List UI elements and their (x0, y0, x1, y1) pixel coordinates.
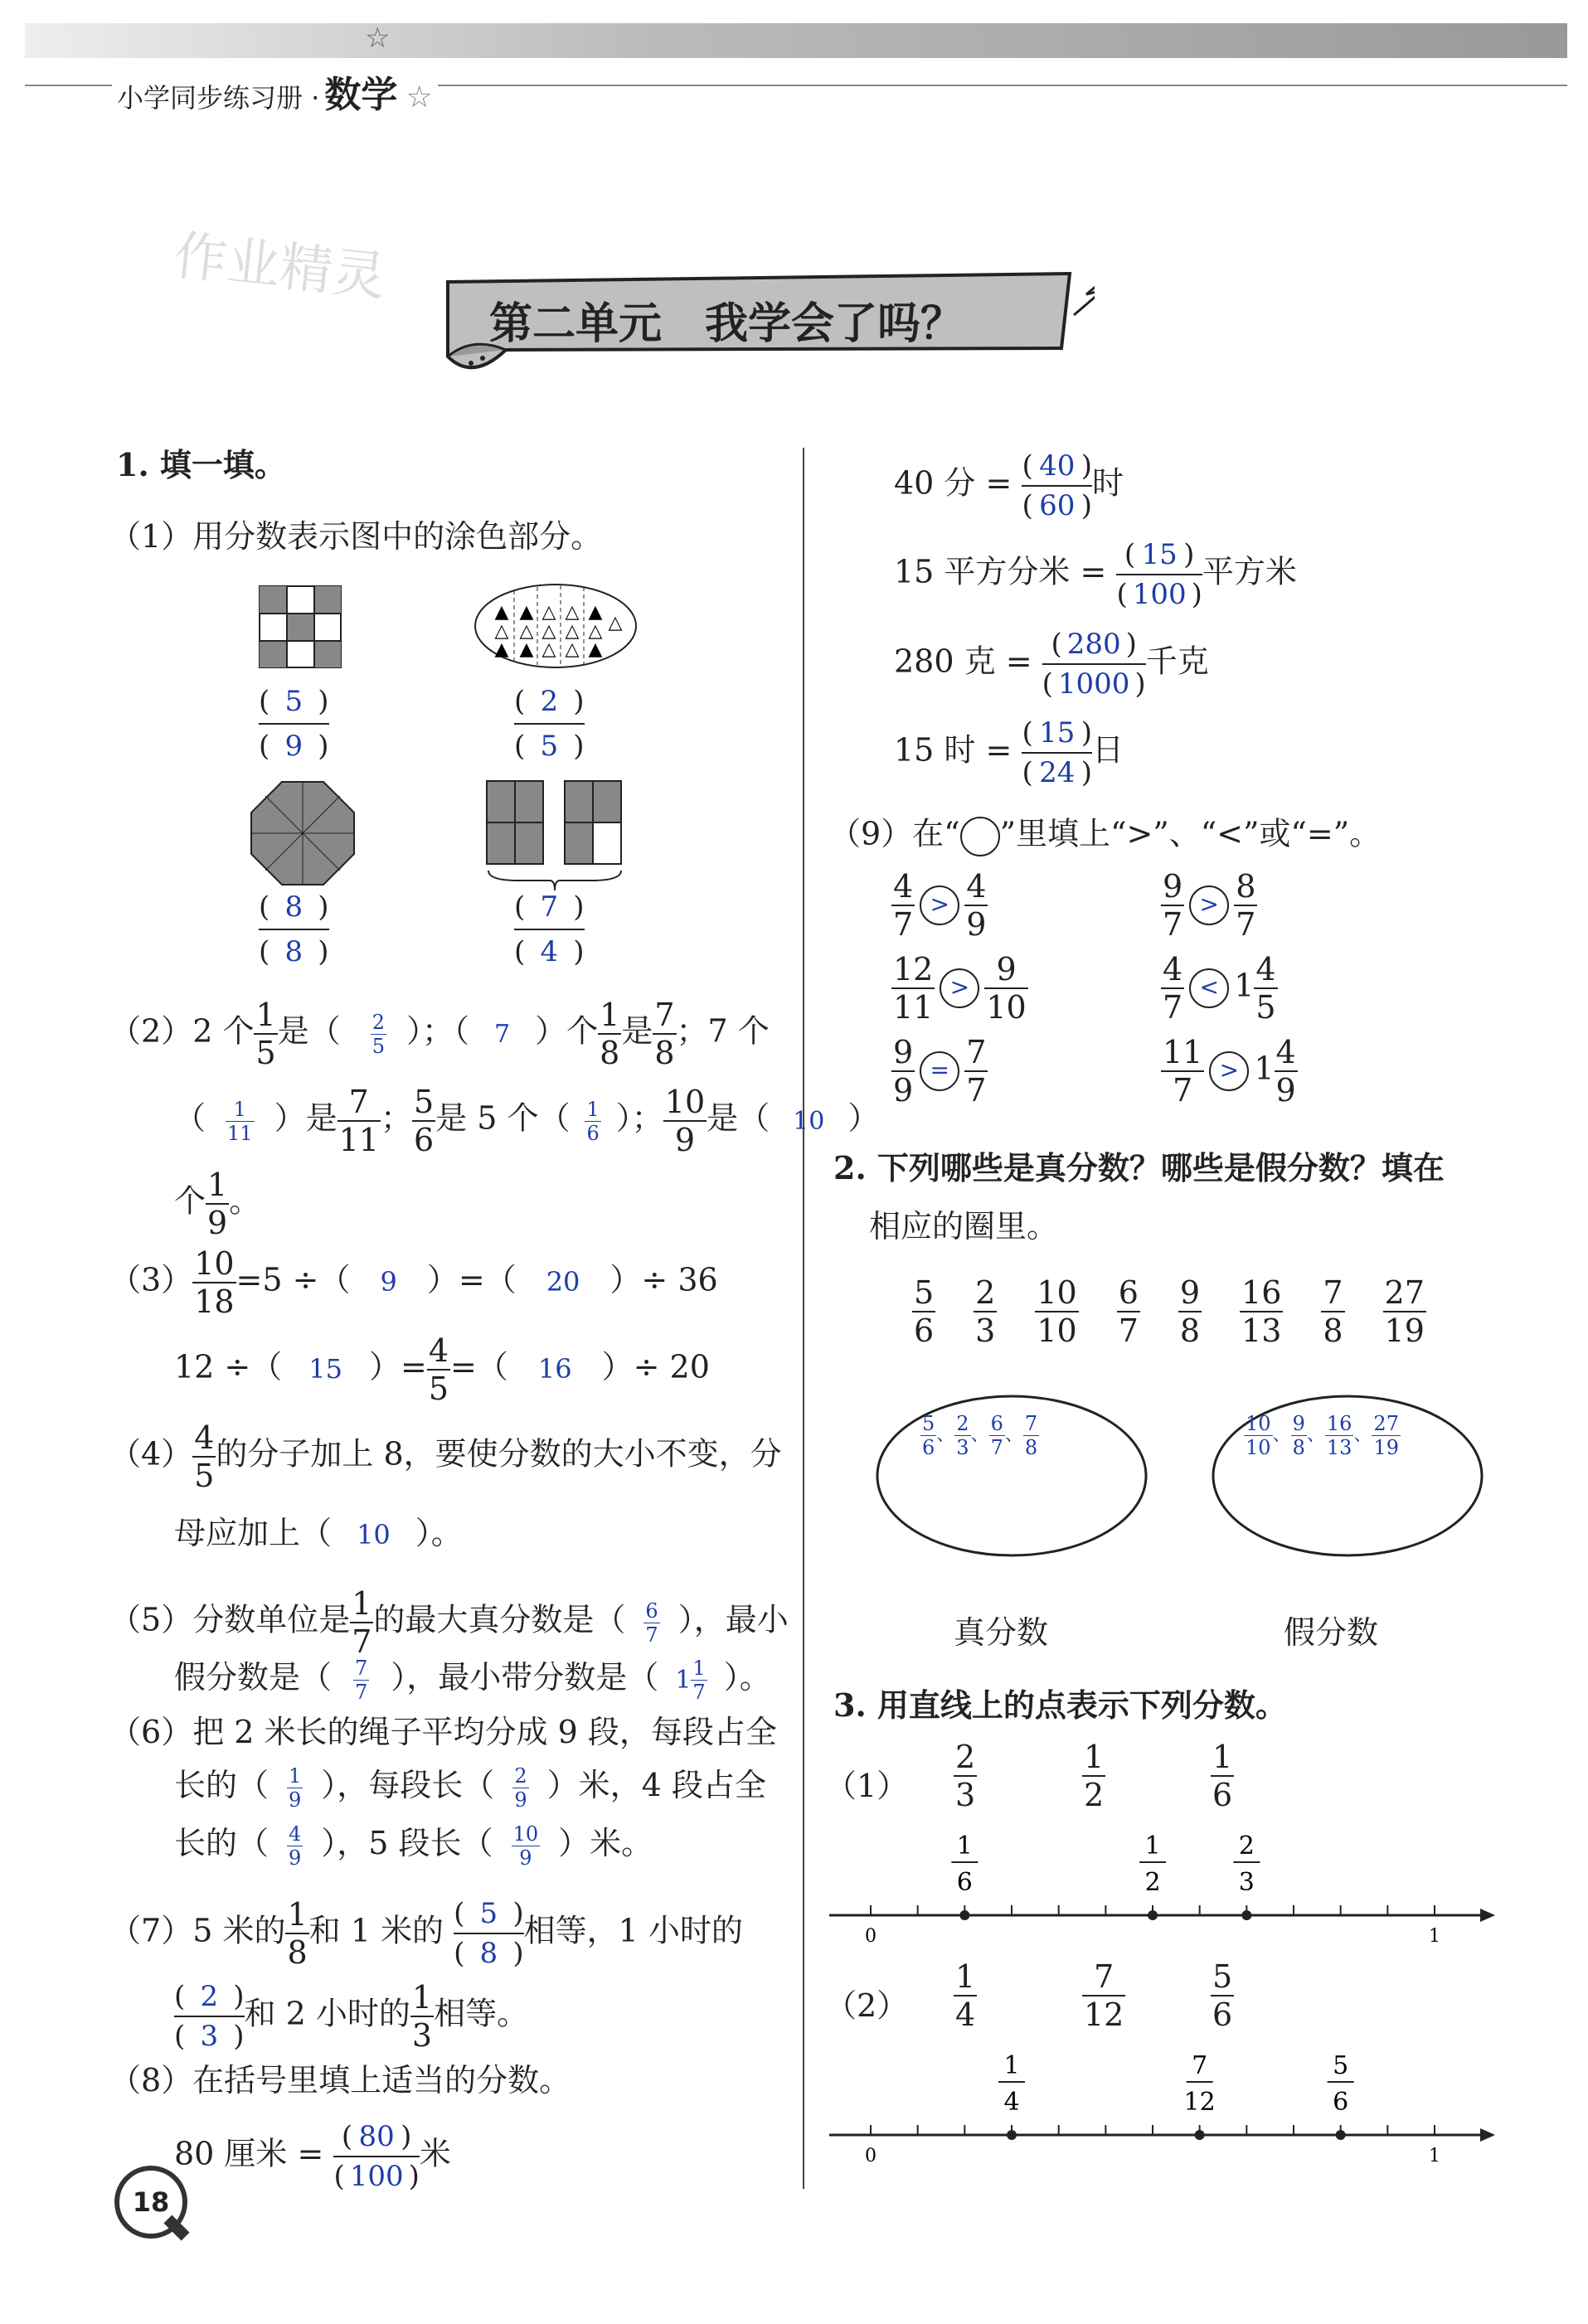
q2-fraction: $\frac{10}{10}$ (1037, 1274, 1077, 1349)
given-fraction: $\frac{1}{6}$ (1212, 1739, 1233, 1813)
p8-item-3: 15 平方分米 = ( 15 ) ( 100 ) 平方米 (894, 538, 1297, 611)
compare-answer: = (920, 1051, 959, 1091)
q3-number-lines (825, 1739, 1505, 2189)
svg-text:▲: ▲ (494, 639, 509, 660)
q1-p6-line3: 长的（ $\frac{4}{9}$ ），5 段长（ $\frac{10}{9}$ ）米。 (174, 1822, 653, 1870)
sorted-fraction: $\frac{7}{8}$ (1024, 1412, 1038, 1459)
sorted-fraction: $\frac{10}{10}$ (1246, 1412, 1271, 1459)
point-numerator: 1 (1003, 2051, 1020, 2080)
header-bar (25, 23, 1567, 58)
sorted-fraction: $\frac{9}{8}$ (1292, 1412, 1305, 1459)
compare-answer: > (1209, 1051, 1249, 1091)
sorted-fraction: $\frac{27}{19}$ (1373, 1412, 1399, 1459)
p1-answer-1: ( 5 ) ( 9 ) (259, 685, 329, 763)
p1-answer-4: ( 7 ) ( 4 ) (514, 890, 585, 968)
point-marker (1241, 1910, 1251, 1920)
answer-numerator: 8 (284, 890, 304, 924)
q1-p2-line2: （ $\frac{1}{11}$ ）是 $\frac{7}{11}$ ； $\frac{5}{6}$ 是 5 个（ $\frac{1}{6}$ ）； $\frac{10}{9}$ 是（ 10 ） (174, 1084, 880, 1158)
arrow-icon (1480, 2128, 1495, 2142)
zero-label: 0 (865, 1926, 877, 1947)
compare-circle-icon (960, 817, 1000, 856)
separator: 、 (936, 1424, 955, 1446)
compare-item (891, 868, 988, 943)
magnifier-handle (163, 2215, 189, 2240)
svg-text:▲: ▲ (588, 639, 603, 660)
one-label: 1 (1429, 2146, 1440, 2166)
right-fraction: $\frac{8}{7}$ (1236, 868, 1256, 943)
sorted-fraction: $\frac{16}{13}$ (1326, 1412, 1352, 1459)
q1-p2-line3: 个 $\frac{1}{9}$ 。 (174, 1167, 261, 1241)
p8-item-4: 280 克 = ( 280 ) ( 1000 ) 千克 (894, 628, 1209, 701)
p1-answer-2: ( 2 ) ( 5 ) (514, 685, 585, 763)
svg-text:△: △ (541, 602, 556, 623)
answer-numerator: 5 (284, 685, 304, 718)
number-line (825, 1969, 1505, 2189)
left-fraction: $\frac{9}{9}$ (893, 1034, 914, 1109)
arrow-icon (1480, 1909, 1495, 1922)
page-number: 18 (132, 2186, 170, 2218)
left-fraction: $\frac{11}{7}$ (1163, 1034, 1203, 1109)
given-fraction: $\frac{1}{2}$ (1084, 1739, 1105, 1813)
q3-title: 3. 用直线上的点表示下列分数。 (833, 1686, 1287, 1724)
number-line-label: （1） (825, 1768, 909, 1804)
answer-denominator: 9 (284, 730, 304, 763)
point-marker (1195, 2130, 1205, 2140)
compare-item (891, 1034, 988, 1109)
point-numerator: 5 (1333, 2051, 1349, 2080)
svg-text:△: △ (565, 621, 580, 642)
q1-p6-line2: 长的（ $\frac{1}{9}$ ），每段长（ $\frac{2}{9}$ ）米，4 段占全 (174, 1764, 766, 1812)
answer-denominator: 4 (540, 935, 559, 968)
given-fraction: $\frac{7}{12}$ (1084, 1958, 1124, 2033)
q2-fraction: $\frac{7}{8}$ (1323, 1274, 1343, 1349)
point-denominator: 6 (956, 1868, 973, 1897)
sorted-fraction: $\frac{2}{3}$ (956, 1412, 969, 1459)
right-fraction: $\frac{4}{9}$ (966, 868, 987, 943)
svg-text:△: △ (541, 621, 556, 642)
q1-p8-label: （8）在括号里填上适当的分数。 (109, 2062, 571, 2098)
answer-numerator: 7 (540, 890, 559, 924)
q1-title: 1. 填一填。 (116, 446, 286, 483)
number-line (825, 1749, 1505, 1969)
svg-text:▲: ▲ (588, 602, 603, 623)
ellipse-figure (473, 580, 639, 672)
q2-fraction: $\frac{9}{8}$ (1179, 1274, 1201, 1349)
whole-part: 1 (1254, 1050, 1275, 1087)
svg-text:▲: ▲ (519, 602, 534, 623)
separator: 、 (1306, 1424, 1325, 1446)
point-marker (1336, 2130, 1346, 2140)
sorted-fraction: $\frac{5}{6}$ (922, 1412, 935, 1459)
p1-answer-3: ( 8 ) ( 8 ) (259, 890, 329, 968)
svg-text:△: △ (565, 602, 580, 623)
one-label: 1 (1429, 1926, 1440, 1947)
svg-text:△: △ (565, 639, 580, 660)
p8-item-5: 15 时 = ( 15 ) ( 24 ) 日 (894, 716, 1124, 789)
p8-item-1: 80 厘米 = ( 80 ) ( 100 ) 米 (174, 2120, 451, 2193)
q2-fraction-list (912, 1274, 1426, 1349)
compare-item (1161, 1034, 1298, 1109)
q1-p3-line2: 12 ÷（ 15 ）= $\frac{4}{5}$ =（ 16 ）÷ 20 (174, 1332, 710, 1407)
point-marker (959, 1910, 969, 1920)
point-denominator: 12 (1183, 2088, 1216, 2117)
point-denominator: 6 (1333, 2088, 1349, 2117)
answer-denominator: 8 (284, 935, 304, 968)
svg-text:▲: ▲ (494, 602, 509, 623)
point-numerator: 7 (1192, 2051, 1208, 2080)
q2-fraction: $\frac{5}{6}$ (914, 1274, 935, 1349)
answer-denominator: 5 (540, 730, 559, 763)
q2-fraction: $\frac{27}{19}$ (1384, 1274, 1425, 1349)
star-icon: ☆ (365, 22, 391, 55)
separator: 、 (970, 1424, 989, 1446)
q1-p2-line1: （2）2 个 $\frac{1}{5}$ 是（ $\frac{2}{5}$ ）；（ 7 ）个 $\frac{1}{8}$ 是 $\frac{7}{8}$ ；7 个 (109, 997, 770, 1071)
svg-text:△: △ (608, 613, 623, 633)
point-numerator: 1 (956, 1832, 973, 1861)
point-marker (1148, 1910, 1158, 1920)
compare-answer: > (1189, 885, 1229, 925)
answer-numerator: 2 (540, 685, 559, 718)
q2-fraction: $\frac{2}{3}$ (975, 1274, 996, 1349)
compare-item (1161, 868, 1257, 943)
separator: 、 (1353, 1424, 1372, 1446)
left-fraction: $\frac{4}{7}$ (893, 868, 914, 943)
improper-label: 假分数 (1284, 1614, 1379, 1651)
q1-p7-line2: ( 2 ) ( 3 ) 和 2 小时的 $\frac{1}{3}$ 相等。 (174, 1979, 529, 2054)
zero-label: 0 (865, 2146, 877, 2166)
right-fraction: $\frac{7}{7}$ (966, 1034, 987, 1109)
number-line-label: （2） (825, 1987, 909, 2024)
compare-item (1161, 951, 1278, 1026)
compare-answer: < (1189, 968, 1229, 1008)
right-fraction: $\frac{4}{9}$ (1275, 1034, 1296, 1109)
star-icon: ☆ (405, 80, 433, 114)
left-fraction: $\frac{12}{11}$ (893, 951, 934, 1026)
q2-fraction: $\frac{6}{7}$ (1118, 1274, 1139, 1349)
q1-p1-label: （1）用分数表示图中的涂色部分。 (109, 518, 603, 555)
q2-fraction: $\frac{16}{13}$ (1241, 1274, 1282, 1349)
compare-answer: > (940, 968, 979, 1008)
given-fraction: $\frac{2}{3}$ (955, 1739, 976, 1813)
point-marker (1007, 2130, 1017, 2140)
proper-label: 真分数 (954, 1614, 1049, 1651)
whole-part: 1 (1234, 967, 1255, 1004)
header-subject: 数学 (324, 74, 398, 116)
octagon-figure (249, 779, 357, 887)
q2-title-2: 相应的圈里。 (869, 1208, 1059, 1244)
left-fraction: $\frac{4}{7}$ (1163, 951, 1183, 1026)
q1-p9-label: （9）在“ ”里填上“>”、“<”或“=”。 (829, 817, 1381, 856)
grid-figure (259, 585, 342, 668)
unit-banner (439, 257, 1095, 365)
q1-p6-line1: （6）把 2 米长的绳子平均分成 9 段，每段占全 (109, 1714, 777, 1750)
svg-text:△: △ (519, 621, 534, 642)
point-denominator: 3 (1238, 1868, 1255, 1897)
point-numerator: 2 (1238, 1832, 1255, 1861)
separator: 、 (1272, 1424, 1291, 1446)
q2-title: 2. 下列哪些是真分数？哪些是假分数？填在 (833, 1149, 1445, 1186)
right-fraction: $\frac{9}{10}$ (986, 951, 1027, 1026)
q1-p7-line1: （7）5 米的 $\frac{1}{8}$ 和 1 米的 ( 5 ) ( 8 ) 相等，1 小时的 (109, 1896, 743, 1971)
point-numerator: 1 (1144, 1832, 1161, 1861)
compare-answer: > (920, 885, 959, 925)
svg-text:△: △ (541, 639, 556, 660)
proper-list (920, 1414, 1039, 1458)
banner-title: 第二单元 我学会了吗？ (489, 299, 964, 349)
column-divider (803, 448, 804, 2189)
svg-text:△: △ (588, 621, 603, 642)
q1-p4-line1: （4） $\frac{4}{5}$ 的分子加上 8，要使分数的大小不变，分 (109, 1419, 782, 1494)
given-fraction: $\frac{5}{6}$ (1212, 1958, 1233, 2033)
p8-item-2: 40 分 = ( 40 ) ( 60 ) 时 (894, 449, 1124, 522)
watermark: 作业精灵 (171, 225, 389, 309)
q1-p4-line2: 母应加上（ 10 ）。 (174, 1515, 463, 1551)
q1-p5-line1: （5）分数单位是 $\frac{1}{7}$ 的最大真分数是（ $\frac{6}{7}$ ），最小 (109, 1585, 789, 1660)
q1-p3-line1: （3） $\frac{10}{18}$ =5 ÷（ 9 ）=（ 20 ）÷ 36 (109, 1245, 718, 1320)
q1-p5-line2: 假分数是（ $\frac{7}{7}$ ），最小带分数是（ 1 $\frac{1}{7}$ ）。 (174, 1657, 771, 1704)
header-book: 小学同步练习册 · 数学 ☆ (112, 65, 438, 118)
right-fraction: $\frac{4}{5}$ (1255, 951, 1276, 1026)
sorted-fraction: $\frac{6}{7}$ (990, 1412, 1003, 1459)
compare-item (891, 951, 1028, 1026)
given-fraction: $\frac{1}{4}$ (955, 1958, 976, 2033)
point-denominator: 2 (1144, 1868, 1161, 1897)
point-denominator: 4 (1003, 2088, 1020, 2117)
rect-figure (485, 779, 626, 895)
left-fraction: $\frac{9}{7}$ (1163, 868, 1183, 943)
improper-list (1244, 1414, 1401, 1458)
p9-compare-grid (891, 868, 1389, 1119)
separator: 、 (1004, 1424, 1023, 1446)
svg-text:△: △ (494, 621, 509, 642)
svg-text:▲: ▲ (519, 639, 534, 660)
